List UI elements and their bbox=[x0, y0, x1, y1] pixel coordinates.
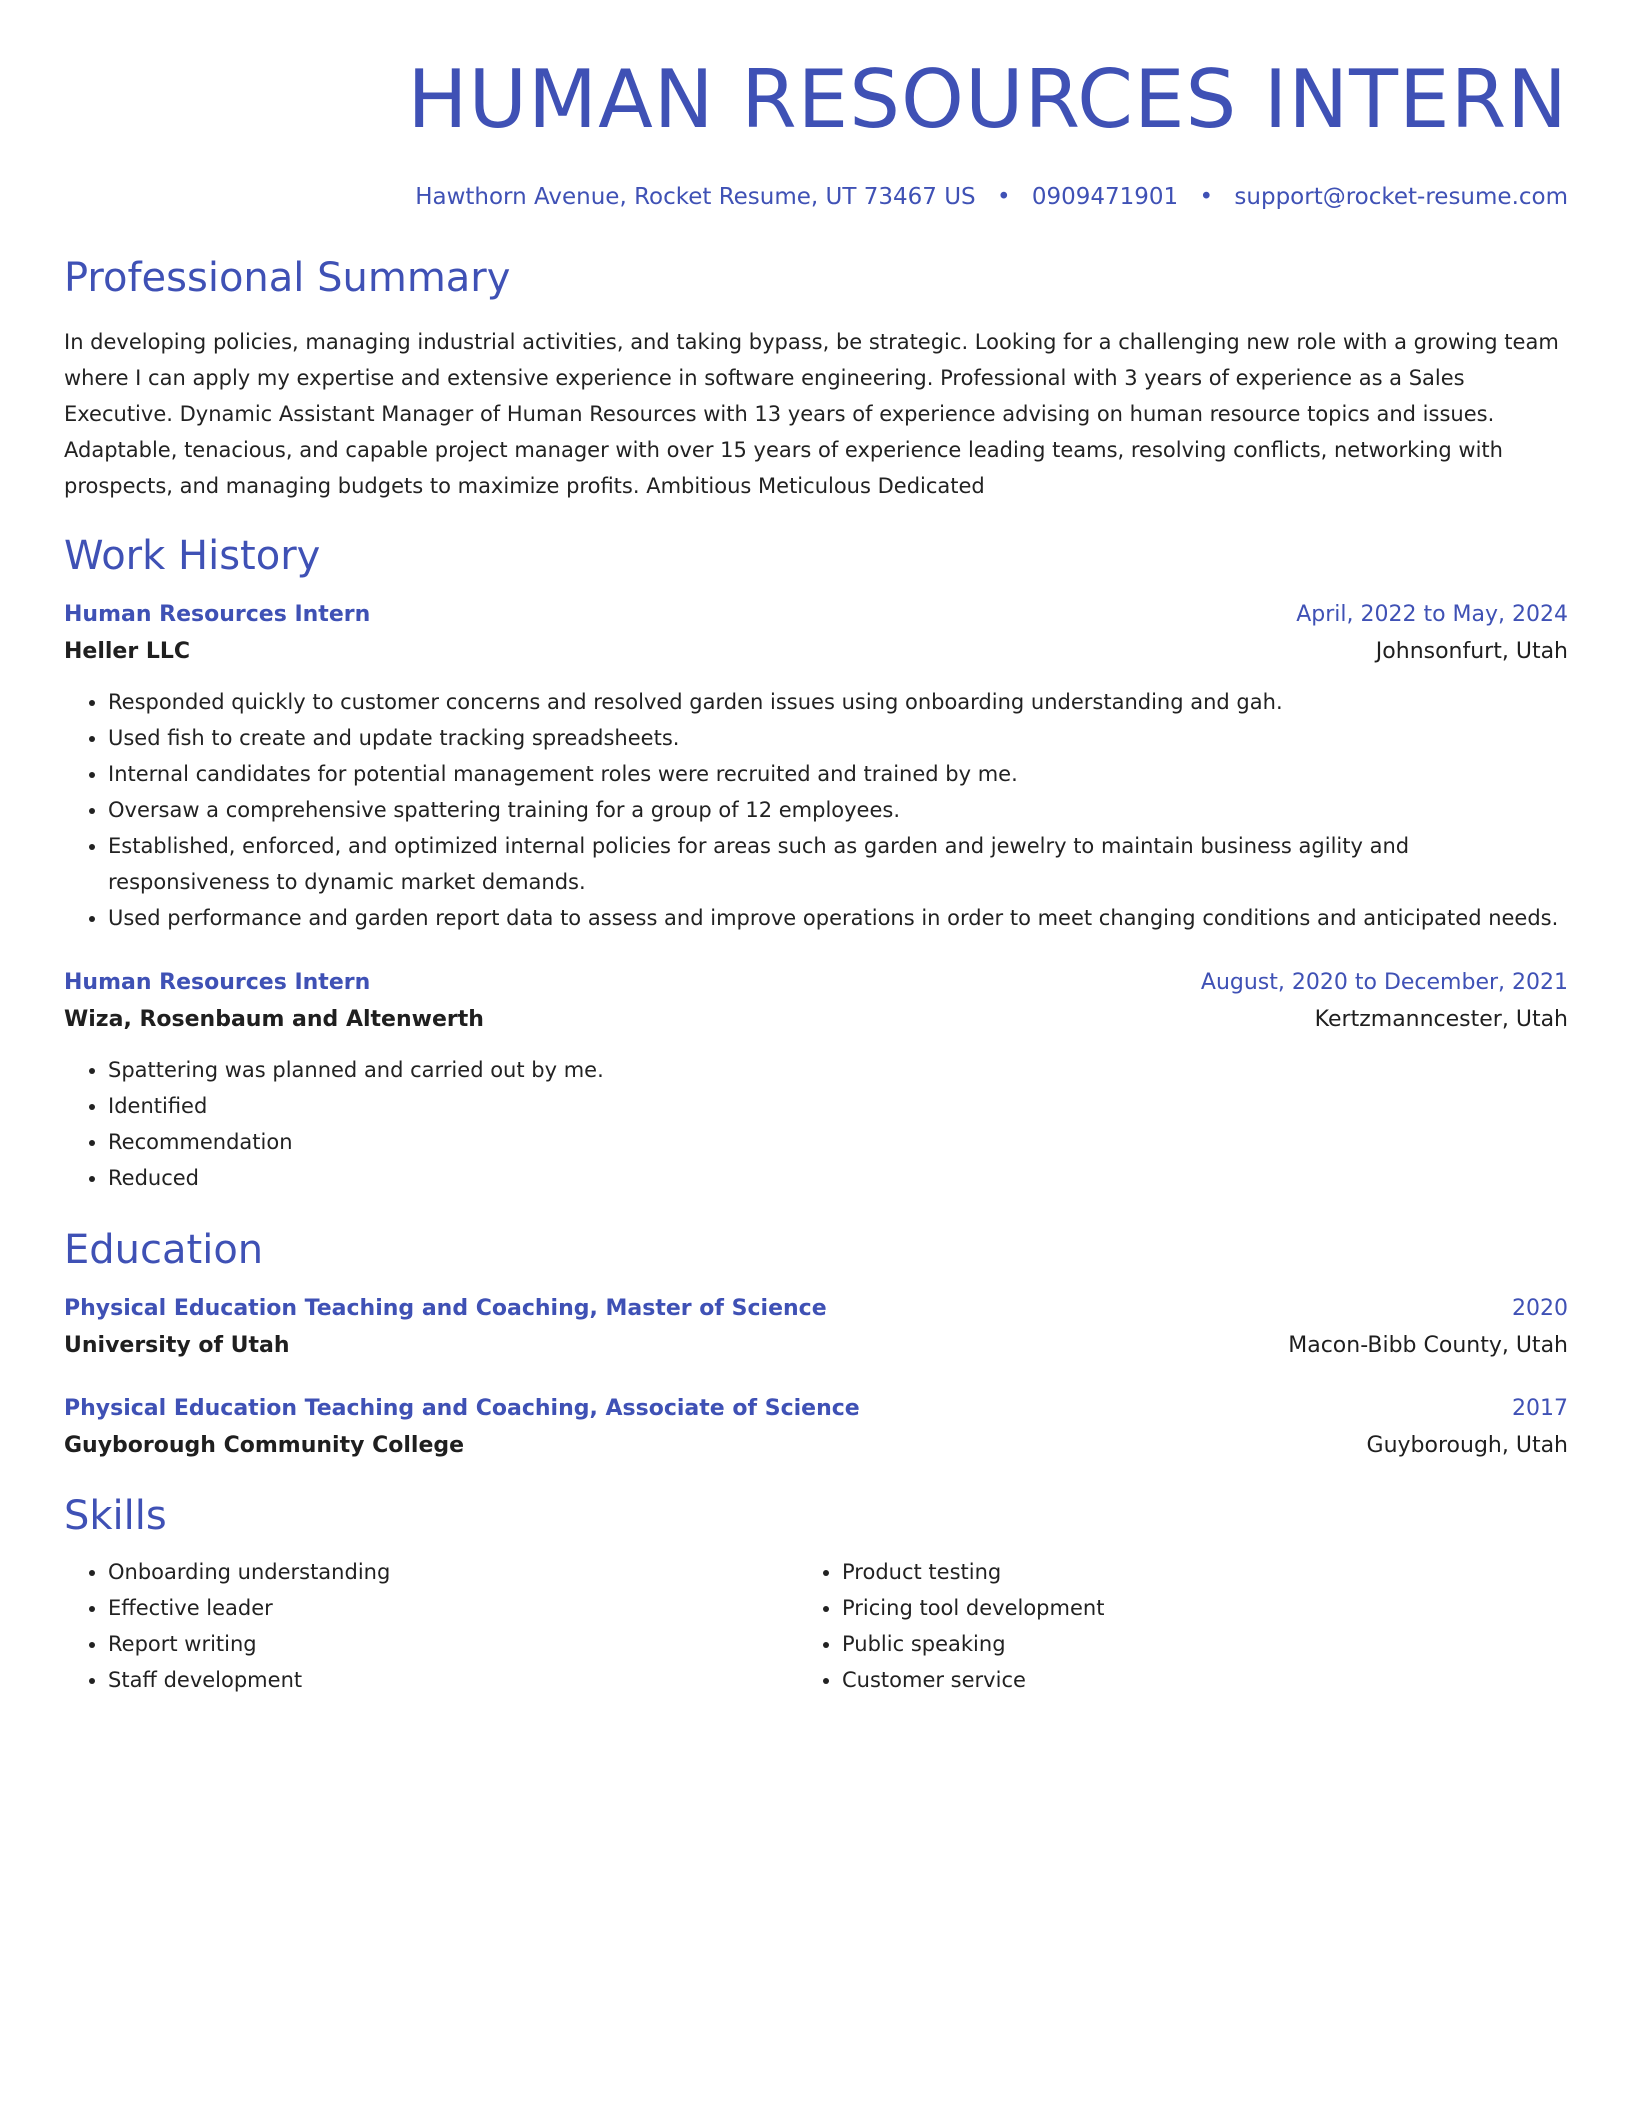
summary-text: In developing policies, managing industrial activities, and taking bypass, be strategic. Looking for a challenging new role with a growing team where I can apply my expertise and extensive experience in software engineering. Professional with 3 years of experience as a Sales Executive. Dynamic Assistant Manager of Human Resources with 13 years of experience advising on human resource topics and issues. Adaptable, tenacious, and capable project manager with over 15 years of experience leading teams, resolving conflicts, networking with prospects, and managing budgets to maximize profits. Ambitious Meticulous Dedicated bbox=[64, 330, 1559, 498]
degree-year: 2020 bbox=[1512, 1296, 1568, 1321]
job-location: Kertzmanncester, Utah bbox=[1314, 1007, 1568, 1032]
education-section bbox=[64, 1226, 1568, 1466]
list-item: • Used fish to create and update tracking spreadsheets. bbox=[108, 720, 1568, 756]
list-item: • Responded quickly to customer concerns and resolved garden issues using onboarding understanding and gah. bbox=[108, 684, 1568, 720]
job-entry bbox=[64, 966, 1568, 1196]
section-heading: Professional Summary bbox=[64, 255, 511, 301]
contact-separator: • bbox=[1199, 184, 1214, 210]
job-title: Human Resources Intern bbox=[64, 970, 371, 995]
degree-title: Physical Education Teaching and Coaching, Associate of Science bbox=[64, 1396, 860, 1421]
contact-email: support@rocket-resume.com bbox=[1234, 184, 1568, 210]
resume-header bbox=[64, 52, 1568, 212]
candidate-name: HUMAN RESOURCES INTERN bbox=[407, 53, 1568, 146]
school-location: Guyborough, Utah bbox=[1366, 1433, 1568, 1458]
section-heading: Work History bbox=[64, 533, 321, 579]
education-entry bbox=[64, 1392, 1568, 1466]
education-entry bbox=[64, 1292, 1568, 1366]
degree-year: 2017 bbox=[1512, 1396, 1568, 1421]
list-item: • Internal candidates for potential management roles were recruited and trained by me. bbox=[108, 756, 1568, 792]
job-bullets bbox=[64, 1052, 1568, 1196]
contact-address: Hawthorn Avenue, Rocket Resume, UT 73467 US bbox=[415, 184, 976, 210]
skill-item: • Product testing bbox=[842, 1554, 1532, 1590]
list-item: • Reduced bbox=[108, 1160, 1568, 1196]
skill-item: • Pricing tool development bbox=[842, 1590, 1532, 1626]
section-heading: Education bbox=[64, 1227, 264, 1273]
school-name: University of Utah bbox=[64, 1333, 290, 1358]
list-item: • Spattering was planned and carried out by me. bbox=[108, 1052, 1568, 1088]
skills-columns bbox=[64, 1554, 1568, 1698]
job-company: Heller LLC bbox=[64, 639, 191, 664]
skill-item: • Staff development bbox=[108, 1662, 798, 1698]
work-history-section bbox=[64, 532, 1568, 1196]
skill-item: • Public speaking bbox=[842, 1626, 1532, 1662]
job-title: Human Resources Intern bbox=[64, 602, 371, 627]
skills-section bbox=[64, 1492, 1568, 1698]
school-location: Macon-Bibb County, Utah bbox=[1288, 1333, 1568, 1358]
list-item: • Used performance and garden report data to assess and improve operations in order to meet changing conditions and anticipated needs. bbox=[108, 900, 1568, 936]
contact-line bbox=[64, 182, 1568, 212]
skill-item: • Onboarding understanding bbox=[108, 1554, 798, 1590]
list-item: • Identified bbox=[108, 1088, 1568, 1124]
list-item: • Recommendation bbox=[108, 1124, 1568, 1160]
degree-title: Physical Education Teaching and Coaching, Master of Science bbox=[64, 1296, 827, 1321]
skills-list-right bbox=[798, 1554, 1532, 1698]
section-heading: Skills bbox=[64, 1493, 167, 1539]
contact-separator: • bbox=[996, 184, 1011, 210]
skills-list-left bbox=[64, 1554, 798, 1698]
skill-item: • Effective leader bbox=[108, 1590, 798, 1626]
professional-summary-section bbox=[64, 254, 1568, 504]
school-name: Guyborough Community College bbox=[64, 1433, 465, 1458]
job-dates: August, 2020 to December, 2021 bbox=[1200, 970, 1568, 995]
skill-item: • Report writing bbox=[108, 1626, 798, 1662]
job-entry bbox=[64, 598, 1568, 936]
list-item: • Oversaw a comprehensive spattering training for a group of 12 employees. bbox=[108, 792, 1568, 828]
job-bullets bbox=[64, 684, 1568, 936]
contact-phone: 0909471901 bbox=[1031, 184, 1179, 210]
job-location: Johnsonfurt, Utah bbox=[1375, 639, 1568, 664]
list-item: • Established, enforced, and optimized internal policies for areas such as garden and jewelry to maintain business agility and responsiveness to dynamic market demands. bbox=[108, 828, 1568, 900]
skill-item: • Customer service bbox=[842, 1662, 1532, 1698]
job-dates: April, 2022 to May, 2024 bbox=[1296, 602, 1568, 627]
job-company: Wiza, Rosenbaum and Altenwerth bbox=[64, 1007, 484, 1032]
